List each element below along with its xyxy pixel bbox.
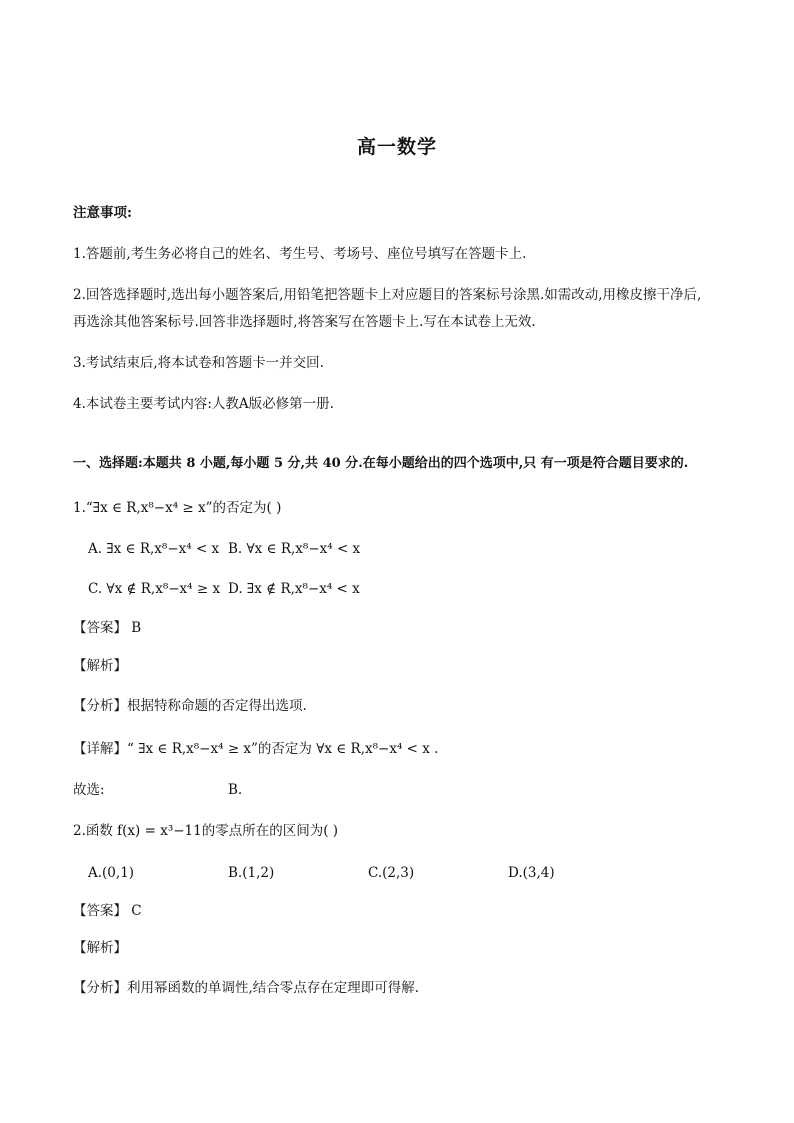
note-item-2: 2.回答选择题时,选出每小题答案后,用铅笔把答题卡上对应题目的答案标号涂黑.如需改动,用橡皮擦干净后, [73, 287, 702, 303]
note-item-3: 3.考试结束后,将本试卷和答题卡一并交回. [73, 355, 324, 371]
q1-fenxi: 【分析】根据特称命题的否定得出选项. [73, 698, 307, 714]
q2-option-c: C.(2,3) [368, 865, 415, 881]
q1-option-b: B. ∀x ∈ R,x⁸−x⁴ < x [228, 541, 361, 557]
q2-fenxi: 【分析】利用幂函数的单调性,结合零点存在定理即可得解. [73, 980, 420, 996]
section-heading: 一、选择题:本题共 8 小题,每小题 5 分,共 40 分.在每小题给出的四个选项中,只 有一项是符合题目要求的. [73, 456, 689, 471]
q2-stem: 2.函数 f(x) = x³−11的零点所在的区间为( ) [73, 823, 339, 839]
q2-answer: 【答案】 C [73, 903, 142, 919]
q2-option-b: B.(1,2) [228, 865, 275, 881]
note-item-2-cont: 再选涂其他答案标号.回答非选择题时,将答案写在答题卡上.写在本试卷上无效. [73, 314, 536, 330]
q1-choose-value: B. [228, 782, 243, 798]
q1-option-a: A. ∃x ∈ R,x⁸−x⁴ < x [88, 541, 220, 557]
q1-option-c: C. ∀x ∉ R,x⁸−x⁴ ≥ x [88, 581, 221, 597]
notes-heading: 注意事项: [73, 205, 132, 221]
q1-answer: 【答案】 B [73, 620, 142, 636]
q2-option-a: A.(0,1) [88, 865, 135, 881]
q1-analysis-label: 【解析】 [73, 658, 127, 674]
note-item-4: 4.本试卷主要考试内容:人教A版必修第一册. [73, 396, 334, 412]
q2-option-d: D.(3,4) [508, 865, 555, 881]
page-title: 高一数学 [356, 136, 437, 158]
q1-choose-label: 故选: [73, 782, 105, 798]
q1-option-d: D. ∃x ∉ R,x⁸−x⁴ < x [228, 581, 360, 597]
q1-xiangjie: 【详解】“ ∃x ∈ R,x⁸−x⁴ ≥ x”的否定为 ∀x ∈ R,x⁸−x⁴ < x . [73, 741, 439, 757]
note-item-1: 1.答题前,考生务必将自己的姓名、考生号、考场号、座位号填写在答题卡上. [73, 246, 527, 262]
q2-analysis-label: 【解析】 [73, 940, 127, 956]
q1-stem: 1.“∃x ∈ R,x⁸−x⁴ ≥ x”的否定为( ) [73, 500, 282, 516]
